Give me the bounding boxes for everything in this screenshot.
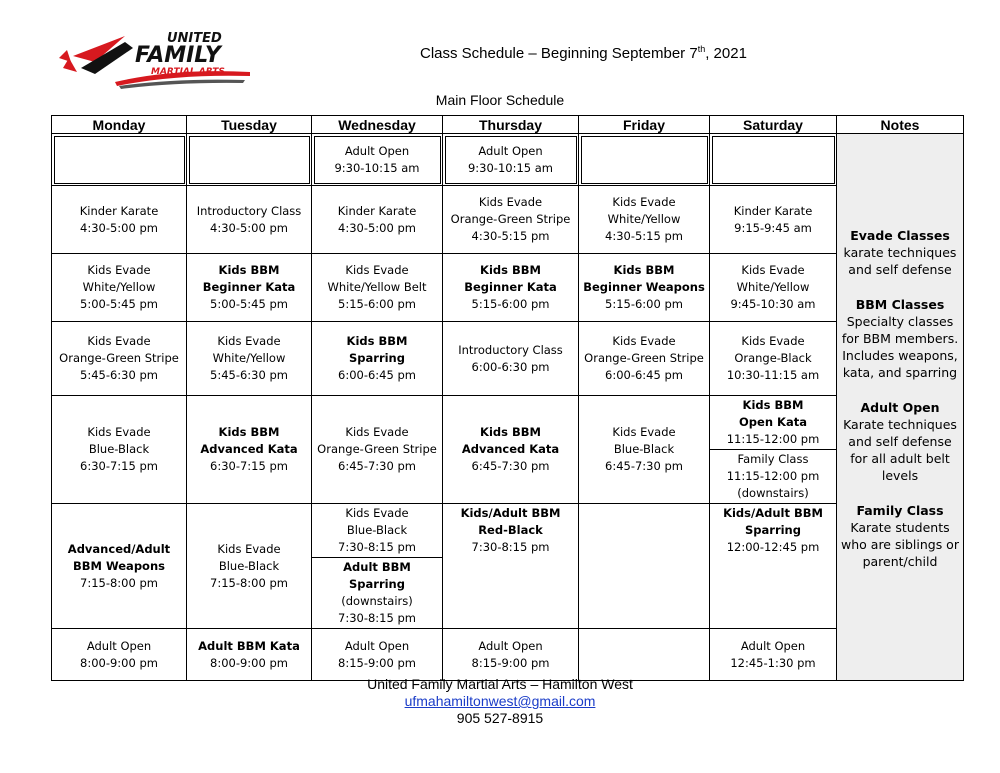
header-row <box>52 116 964 134</box>
class-text: Kids Evade <box>741 334 805 348</box>
class-text: Advanced Kata <box>461 442 560 456</box>
class-text: Kids BBM <box>742 398 804 412</box>
class-text: 5:45-6:30 pm <box>210 368 288 382</box>
logo-text-family: FAMILY <box>135 43 221 68</box>
schedule-cell-monday <box>52 186 187 254</box>
class-text: Advanced/Adult <box>67 541 171 556</box>
class-text: 4:30-5:15 pm <box>471 229 550 243</box>
class-text: 9:30-10:15 am <box>334 160 420 175</box>
class-text: Kinder Karate <box>337 203 417 218</box>
class-text <box>581 558 707 575</box>
class-text: 5:00-5:45 pm <box>210 297 288 311</box>
schedule-cell-thursday <box>443 134 579 186</box>
class-text: 6:45-7:30 pm <box>338 459 416 473</box>
class-text: Kids Evade <box>478 195 543 209</box>
class-text: 6:30-7:15 pm <box>210 459 288 473</box>
class-text: Blue-Black <box>88 442 150 456</box>
class-text: Beginner Kata <box>464 280 557 294</box>
class-text: Kids Evade <box>741 263 805 277</box>
class-text: Kids Evade <box>87 334 151 348</box>
class-text: 11:15-12:00 pm <box>726 432 820 446</box>
schedule-subcell <box>710 396 836 449</box>
class-text: 7:15-8:00 pm <box>210 575 288 590</box>
schedule-subcell <box>312 557 442 628</box>
class-text: Kids BBM <box>218 425 280 439</box>
class-text: White/Yellow <box>212 351 286 365</box>
footer <box>0 676 1000 727</box>
class-text: (downstairs) <box>341 594 413 608</box>
class-text <box>54 143 184 160</box>
day-header-friday: Friday <box>579 116 710 134</box>
class-text: 5:00-5:45 pm <box>80 297 158 311</box>
class-text: 10:30-11:15 am <box>726 368 820 382</box>
class-text: 8:15-9:00 pm <box>471 655 550 670</box>
class-text: Orange-Green Stripe <box>584 351 704 365</box>
schedule-cell-friday <box>579 186 710 254</box>
schedule-cell-thursday <box>443 396 579 504</box>
logo-text-united: UNITED <box>167 31 222 46</box>
note-block <box>839 502 961 570</box>
class-text: Adult Open <box>344 638 410 653</box>
class-text: Adult BBM Kata <box>198 638 300 653</box>
logo <box>55 28 255 90</box>
class-text <box>189 160 309 177</box>
class-text: Blue-Black <box>346 523 408 537</box>
schedule-cell-friday <box>579 396 710 504</box>
class-text: 7:30-8:15 pm <box>338 540 416 554</box>
table-row <box>52 396 964 504</box>
note-block <box>839 296 961 381</box>
class-text: 8:15-9:00 pm <box>338 655 416 670</box>
schedule-cell-wednesday <box>312 396 443 504</box>
notes-column <box>837 134 964 681</box>
class-text: Kids Evade <box>612 334 676 348</box>
schedule-cell-monday <box>52 396 187 504</box>
schedule-cell-saturday <box>710 629 837 681</box>
notes-header: Notes <box>837 116 964 134</box>
schedule-cell-saturday <box>710 322 837 396</box>
schedule-table <box>51 115 964 681</box>
class-text: Sparring <box>349 351 405 365</box>
class-text: 5:15-6:00 pm <box>471 297 550 311</box>
class-text: 8:00-9:00 pm <box>210 655 288 670</box>
class-text: Sparring <box>745 523 801 537</box>
class-text <box>712 143 834 160</box>
class-text: Introductory Class <box>196 203 302 218</box>
class-text: Blue-Black <box>613 442 675 456</box>
class-text: 12:45-1:30 pm <box>730 655 816 670</box>
class-text: Blue-Black <box>218 558 280 573</box>
schedule-cell-tuesday <box>187 186 312 254</box>
footer-email-link[interactable]: ufmahamiltonwest@gmail.com <box>404 693 596 709</box>
class-text: 9:15-9:45 am <box>734 220 812 235</box>
class-text: BBM Weapons <box>73 558 165 573</box>
class-text: Adult Open <box>478 143 543 158</box>
page-title <box>420 44 747 62</box>
class-text: Kids BBM <box>480 263 541 277</box>
schedule-subcell <box>710 449 836 503</box>
class-text: Kids Evade <box>345 506 409 520</box>
class-text: Kids Evade <box>612 195 676 209</box>
schedule-subcell <box>312 504 442 557</box>
class-text: Kids BBM <box>480 425 541 439</box>
schedule-cell-saturday <box>710 254 837 322</box>
class-text <box>581 646 707 663</box>
class-text: Kids Evade <box>87 263 151 277</box>
note-heading: BBM Classes <box>855 296 945 312</box>
class-text: Orange-Green Stripe <box>317 442 437 456</box>
day-header-monday: Monday <box>52 116 187 134</box>
class-text: 7:15-8:00 pm <box>80 575 158 590</box>
footer-org: United Family Martial Arts – Hamilton West <box>367 676 633 692</box>
schedule-cell-tuesday <box>187 254 312 322</box>
class-text: 11:15-12:00 pm <box>726 469 820 483</box>
day-header-tuesday: Tuesday <box>187 116 312 134</box>
class-text: 5:15-6:00 pm <box>605 297 683 311</box>
schedule-cell-thursday <box>443 504 579 629</box>
table-row <box>52 134 964 186</box>
schedule-cell-saturday <box>710 134 837 186</box>
class-text: 4:30-5:00 pm <box>338 220 416 235</box>
schedule-subtitle: Main Floor Schedule <box>435 92 565 108</box>
schedule-cell-wednesday <box>312 134 443 186</box>
class-text: Orange-Green Stripe <box>450 212 571 226</box>
class-text: Red-Black <box>478 523 543 537</box>
schedule-cell-tuesday <box>187 504 312 629</box>
footer-phone: 905 527-8915 <box>456 710 544 726</box>
schedule-cell-wednesday <box>312 322 443 396</box>
note-text: Karate students who are siblings or parent/child <box>841 519 959 569</box>
class-text: (downstairs) <box>737 486 809 500</box>
schedule-body <box>52 134 964 681</box>
class-text: Kids BBM <box>218 263 280 277</box>
class-text: 7:30-8:15 pm <box>471 540 550 554</box>
class-text: Kids Evade <box>612 425 676 439</box>
class-text: 6:00-6:45 pm <box>338 368 416 382</box>
class-text: Beginner Kata <box>202 280 296 294</box>
schedule-cell-thursday <box>443 254 579 322</box>
class-text: Kids Evade <box>345 425 409 439</box>
class-text <box>54 160 184 177</box>
class-text: 5:45-6:30 pm <box>80 368 158 382</box>
schedule-cell-friday <box>579 134 710 186</box>
class-text: Beginner Weapons <box>583 280 705 294</box>
class-text: Adult BBM Sparring <box>343 560 411 591</box>
class-text: Open Kata <box>739 415 807 429</box>
schedule-cell-monday <box>52 629 187 681</box>
class-text: Orange-Green Stripe <box>59 351 179 365</box>
class-text <box>189 143 309 160</box>
class-text <box>581 160 707 177</box>
schedule-cell-tuesday <box>187 322 312 396</box>
class-text: 6:00-6:30 pm <box>471 359 550 374</box>
schedule-cell-friday <box>579 254 710 322</box>
schedule-cell-saturday <box>710 186 837 254</box>
class-text: Introductory Class <box>458 342 563 357</box>
class-text: Kids/Adult BBM <box>723 506 823 520</box>
class-text: Kinder Karate <box>79 203 159 218</box>
schedule-cell-thursday <box>443 186 579 254</box>
note-block <box>839 227 961 278</box>
class-text: 9:30-10:15 am <box>467 160 554 175</box>
table-row <box>52 629 964 681</box>
note-heading: Adult Open <box>860 399 940 415</box>
table-row <box>52 186 964 254</box>
schedule-cell-friday <box>579 629 710 681</box>
title-suffix: , 2021 <box>705 45 747 62</box>
schedule-cell-monday <box>52 322 187 396</box>
class-text <box>581 143 707 160</box>
class-text: White/Yellow <box>736 280 810 294</box>
schedule-cell-wednesday <box>312 504 443 629</box>
schedule-cell-friday <box>579 322 710 396</box>
schedule-cell-friday <box>579 504 710 629</box>
schedule-cell-wednesday <box>312 186 443 254</box>
class-text: 8:00-9:00 pm <box>80 655 158 670</box>
title-prefix: Class Schedule – Beginning September 7 <box>420 45 698 62</box>
note-text: Specialty classes for BBM members. Includes weapons, kata, and sparring <box>841 313 959 380</box>
class-text: Kids Evade <box>87 425 151 439</box>
schedule-cell-wednesday <box>312 254 443 322</box>
class-text: 6:30-7:15 pm <box>80 459 158 473</box>
class-text: 12:00-12:45 pm <box>726 540 820 554</box>
class-text: 4:30-5:00 pm <box>80 220 158 235</box>
note-heading: Family Class <box>856 502 944 518</box>
note-heading: Evade Classes <box>850 227 950 243</box>
note-text: Karate techniques and self defense for all adult belt levels <box>843 416 957 483</box>
day-header-thursday: Thursday <box>443 116 579 134</box>
table-row <box>52 504 964 629</box>
table-row <box>52 322 964 396</box>
class-text: Adult Open <box>344 143 410 158</box>
schedule-cell-thursday <box>443 629 579 681</box>
class-text: Orange-Black <box>734 351 812 365</box>
class-text: Family Class <box>737 452 809 466</box>
class-text: Kinder Karate <box>733 203 813 218</box>
class-text: 6:00-6:45 pm <box>605 368 683 382</box>
class-text: White/Yellow Belt <box>327 280 427 294</box>
table-row <box>52 254 964 322</box>
class-text: Adult Open <box>478 638 543 653</box>
class-text: Adult Open <box>740 638 806 653</box>
class-text: Adult Open <box>86 638 152 653</box>
schedule-cell-tuesday <box>187 396 312 504</box>
class-text: 6:45-7:30 pm <box>471 459 550 473</box>
class-text: Kids Evade <box>217 541 281 556</box>
title-superscript: th <box>697 44 706 54</box>
class-text: White/Yellow <box>607 212 681 226</box>
class-text: 4:30-5:00 pm <box>210 220 288 235</box>
schedule-cell-thursday <box>443 322 579 396</box>
schedule-cell-monday <box>52 254 187 322</box>
class-text <box>712 160 834 177</box>
class-text: 7:30-8:15 pm <box>338 611 416 625</box>
logo-text-martial-arts: MARTIAL ARTS <box>151 67 225 77</box>
class-text: Kids Evade <box>345 263 409 277</box>
class-text: 6:45-7:30 pm <box>605 459 683 473</box>
schedule-cell-monday <box>52 134 187 186</box>
class-text: White/Yellow <box>82 280 156 294</box>
class-text: 9:45-10:30 am <box>730 297 816 311</box>
day-header-saturday: Saturday <box>710 116 837 134</box>
note-text: karate techniques and self defense <box>843 244 957 277</box>
schedule-cell-tuesday <box>187 134 312 186</box>
class-text: Kids BBM <box>346 334 408 348</box>
schedule-cell-tuesday <box>187 629 312 681</box>
class-text: 5:15-6:00 pm <box>338 297 416 311</box>
schedule-cell-wednesday <box>312 629 443 681</box>
day-header-wednesday: Wednesday <box>312 116 443 134</box>
class-text: Advanced Kata <box>200 442 298 456</box>
schedule-cell-monday <box>52 504 187 629</box>
note-block <box>839 399 961 484</box>
class-text: Kids/Adult BBM <box>460 506 561 520</box>
class-text: Kids Evade <box>217 334 281 348</box>
schedule-cell-saturday <box>710 396 837 504</box>
class-text: Kids BBM <box>613 263 675 277</box>
class-text: 4:30-5:15 pm <box>605 229 683 243</box>
schedule-grid <box>51 115 963 670</box>
schedule-cell-saturday <box>710 504 837 629</box>
